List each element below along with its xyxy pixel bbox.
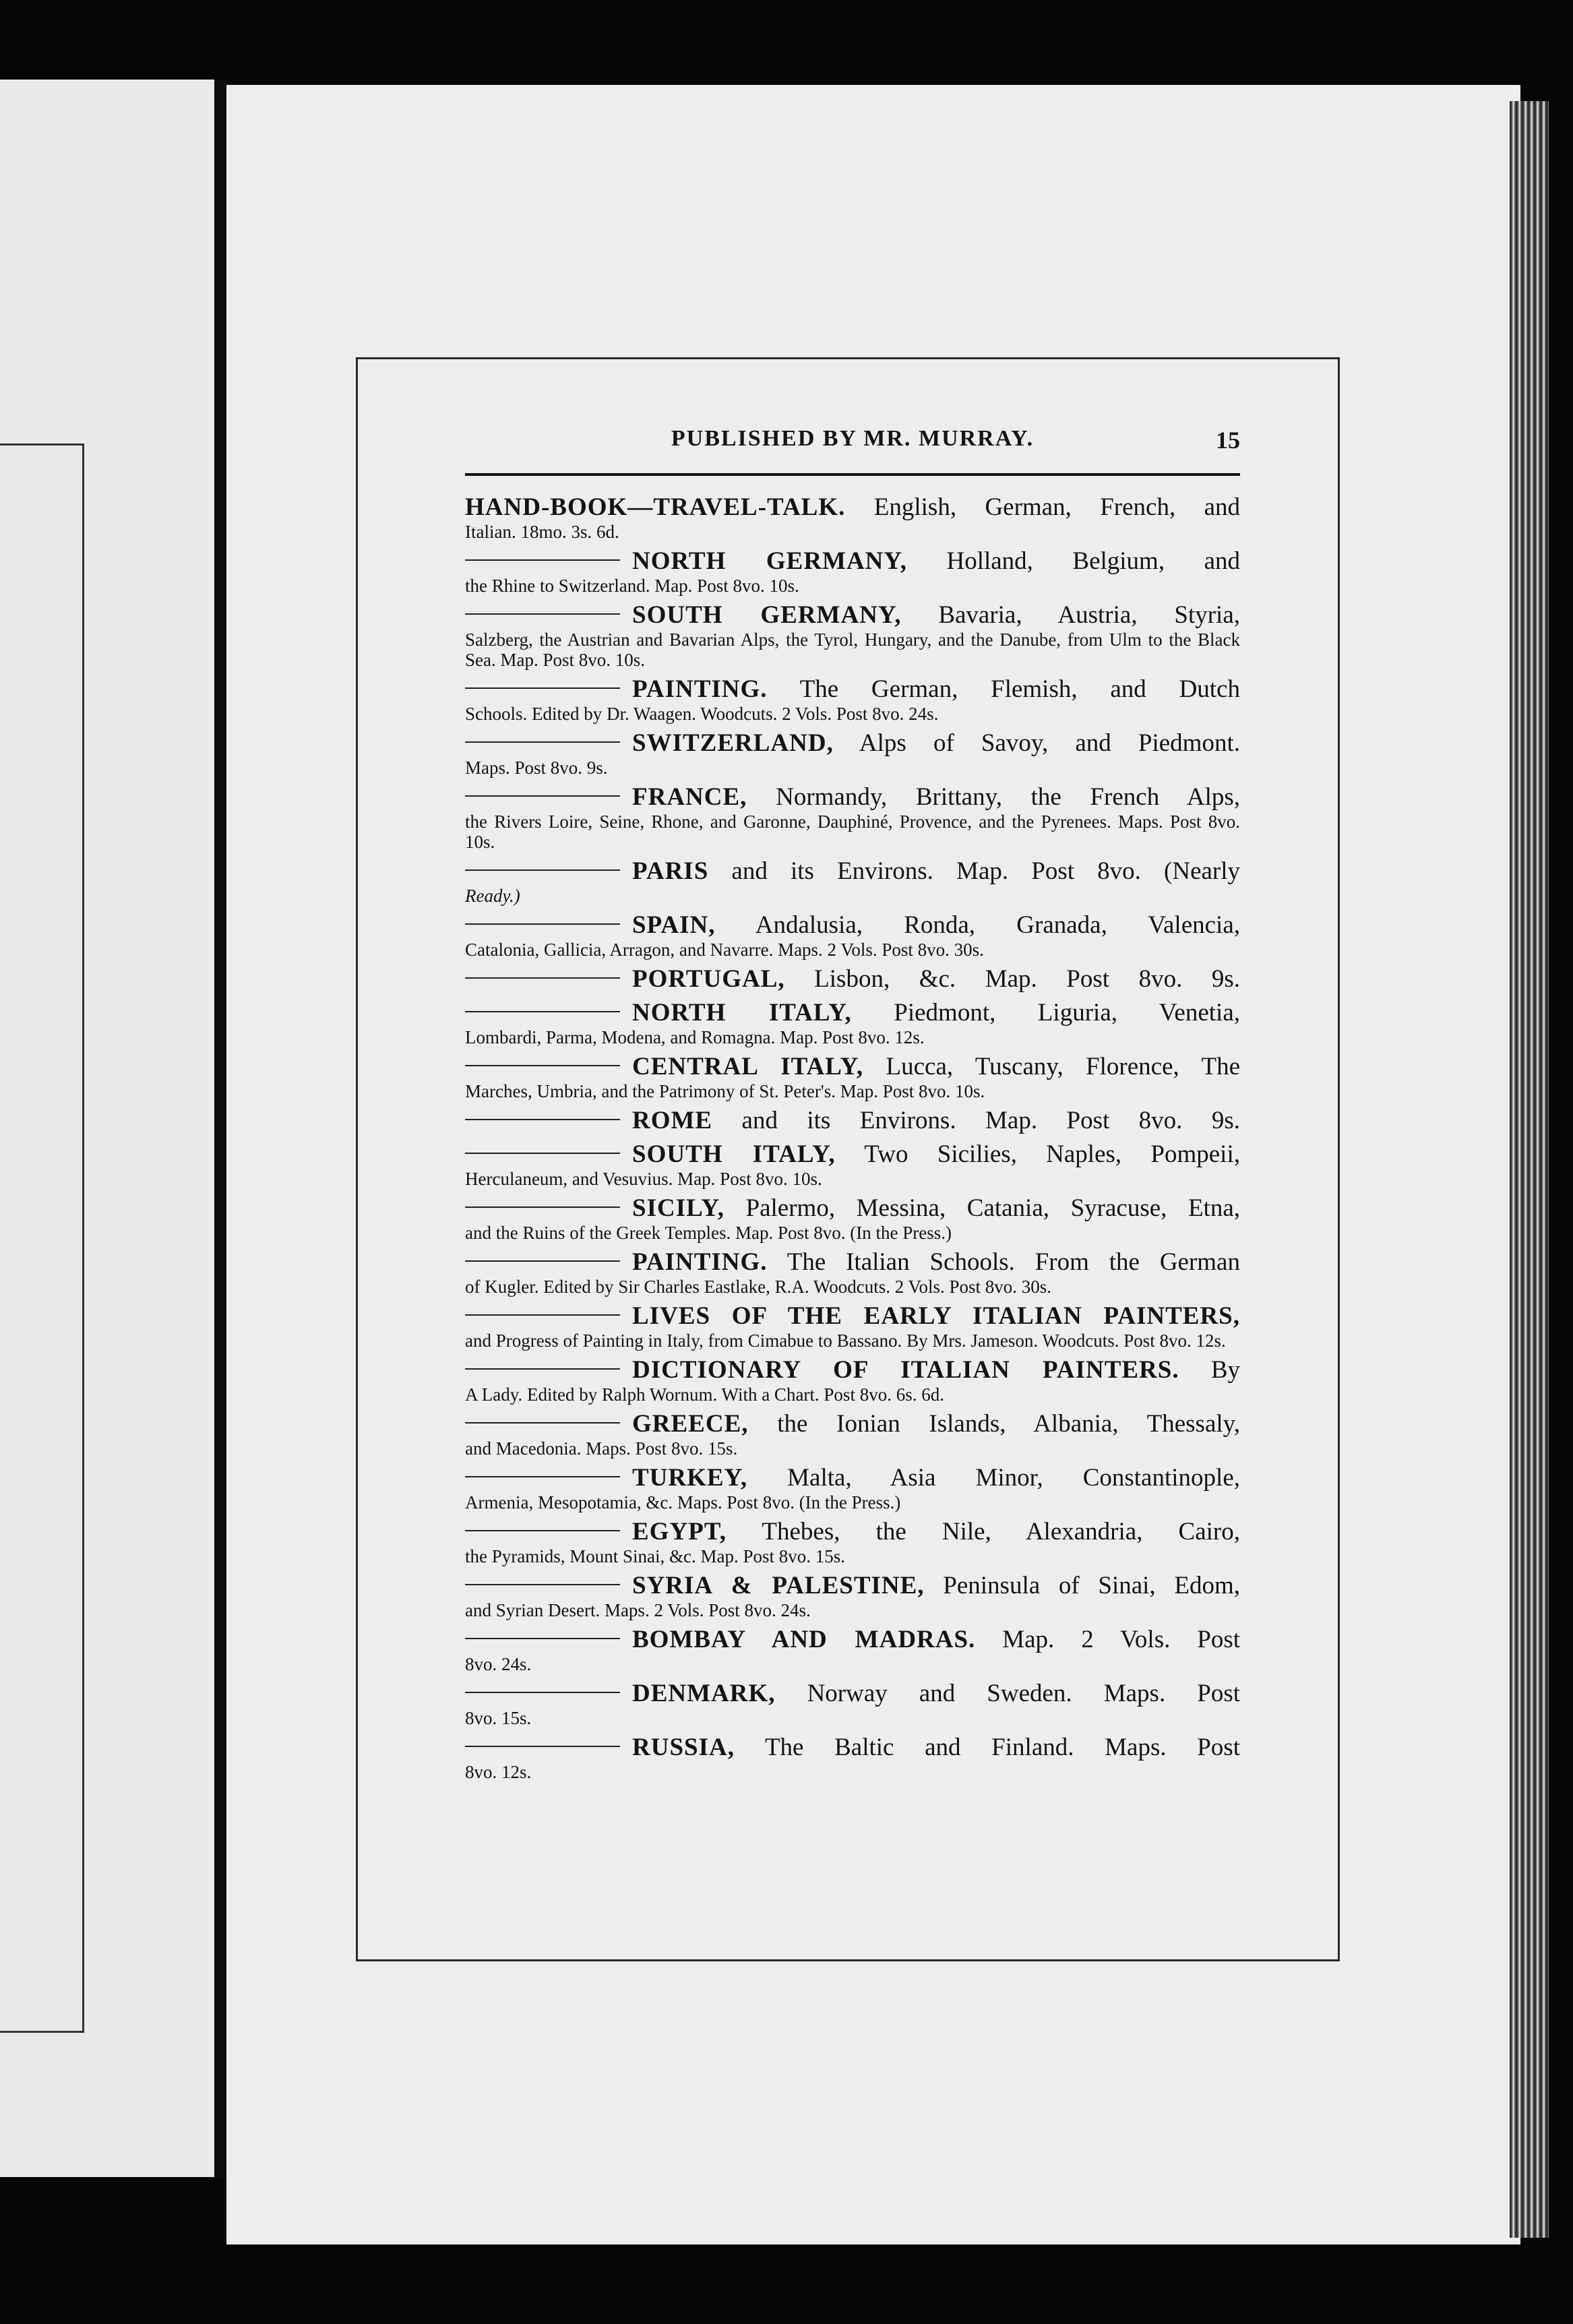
ditto-rule xyxy=(465,1119,620,1120)
entry-heading: PAINTING. xyxy=(632,675,768,703)
ditto-rule xyxy=(465,1260,620,1262)
entry-details: and Syrian Desert. Maps. 2 Vols. Post 8vo. 24s. xyxy=(465,1600,811,1620)
catalogue-entry xyxy=(465,1107,1240,1135)
catalogue-entry xyxy=(465,1194,1240,1243)
book-gutter xyxy=(214,80,226,2177)
ditto-rule xyxy=(465,1692,620,1693)
catalogue-entry xyxy=(465,1302,1240,1351)
catalogue-entry xyxy=(465,965,1240,993)
entry-heading: SICILY, xyxy=(632,1194,724,1222)
entry-heading: BOMBAY AND MADRAS. xyxy=(632,1626,976,1653)
entry-heading: NORTH GERMANY, xyxy=(632,547,907,575)
catalogue-entry xyxy=(465,1464,1240,1512)
entry-details: and the Ruins of the Greek Temples. Map. Post 8vo. (In the Press.) xyxy=(465,1223,952,1243)
entry-heading: NORTH ITALY, xyxy=(632,999,852,1027)
catalogue-entry xyxy=(465,1053,1240,1101)
entry-details: 8vo. 15s. xyxy=(465,1708,532,1728)
entry-details: of Kugler. Edited by Sir Charles Eastlake, R.A. Woodcuts. 2 Vols. Post 8vo. 30s. xyxy=(465,1277,1052,1297)
entry-line: Alps of Savoy, and Piedmont. xyxy=(859,729,1240,757)
entry-heading: PARIS xyxy=(632,857,709,885)
catalogue-entry xyxy=(465,729,1240,778)
entry-line: The Italian Schools. From the German xyxy=(786,1248,1240,1276)
entry-heading: LIVES OF THE EARLY ITALIAN PAINTERS, xyxy=(632,1302,1240,1330)
entry-line: English, German, French, and xyxy=(873,493,1240,521)
ditto-rule xyxy=(465,1584,620,1585)
entry-details: Italian. 18mo. 3s. 6d. xyxy=(465,522,619,542)
entry-line: Two Sicilies, Naples, Pompeii, xyxy=(864,1140,1240,1168)
entry-heading: RUSSIA, xyxy=(632,1734,735,1761)
entry-details: Ready.) xyxy=(465,886,520,906)
entry-details: Catalonia, Gallicia, Arragon, and Navarre. Maps. 2 Vols. Post 8vo. 30s. xyxy=(465,940,984,960)
catalogue-entry xyxy=(465,1680,1240,1728)
ditto-rule xyxy=(465,741,620,743)
catalogue-entry xyxy=(465,1140,1240,1189)
entry-line: Holland, Belgium, and xyxy=(946,547,1240,575)
entry-line: Malta, Asia Minor, Constantinople, xyxy=(787,1464,1240,1492)
ditto-rule xyxy=(465,869,620,871)
ditto-rule xyxy=(465,977,620,979)
catalogue-entry xyxy=(465,547,1240,596)
entry-details: Marches, Umbria, and the Patrimony of St. Peter's. Map. Post 8vo. 10s. xyxy=(465,1081,985,1101)
catalogue-entry xyxy=(465,999,1240,1047)
ditto-rule xyxy=(465,1206,620,1208)
ditto-rule xyxy=(465,1746,620,1747)
entry-heading: ROME xyxy=(632,1107,713,1134)
ditto-rule xyxy=(465,1011,620,1012)
catalogue-entry xyxy=(465,1410,1240,1459)
catalogue-entry xyxy=(465,857,1240,906)
entry-line: and its Environs. Map. Post 8vo. (Nearly xyxy=(731,857,1241,885)
entry-heading: PAINTING. xyxy=(632,1248,768,1276)
page-edges xyxy=(1510,101,1549,2238)
entry-line: Bavaria, Austria, Styria, xyxy=(938,601,1241,629)
entry-heading: DENMARK, xyxy=(632,1680,776,1707)
entry-heading: GREECE, xyxy=(632,1410,749,1438)
catalogue-entry xyxy=(465,1572,1240,1620)
entry-line: Thebes, the Nile, Alexandria, Cairo, xyxy=(762,1518,1240,1546)
ditto-rule xyxy=(465,1530,620,1531)
entry-details: A Lady. Edited by Ralph Wornum. With a Chart. Post 8vo. 6s. 6d. xyxy=(465,1384,944,1405)
entry-line: Peninsula of Sinai, Edom, xyxy=(943,1572,1241,1599)
entry-details: Armenia, Mesopotamia, &c. Maps. Post 8vo. (In the Press.) xyxy=(465,1492,901,1512)
catalogue-entry xyxy=(465,675,1240,724)
catalogue-entry xyxy=(465,1734,1240,1782)
entry-line: Lucca, Tuscany, Florence, The xyxy=(886,1053,1240,1080)
catalogue-entry xyxy=(465,601,1240,670)
facing-page xyxy=(0,80,214,2177)
entry-heading: TURKEY, xyxy=(632,1464,748,1492)
catalogue-entry xyxy=(465,1248,1240,1297)
entry-heading: SOUTH GERMANY, xyxy=(632,601,902,629)
ditto-rule xyxy=(465,687,620,689)
ditto-rule xyxy=(465,1065,620,1066)
ditto-rule xyxy=(465,795,620,797)
entry-line: The German, Flemish, and Dutch xyxy=(799,675,1240,703)
catalogue-entry xyxy=(465,1356,1240,1405)
catalogue-entry xyxy=(465,1518,1240,1566)
catalogue-entry xyxy=(465,493,1240,542)
entry-line: Map. 2 Vols. Post xyxy=(1002,1626,1241,1653)
entry-details: and Macedonia. Maps. Post 8vo. 15s. xyxy=(465,1438,738,1459)
entry-line: Palermo, Messina, Catania, Syracuse, Etna, xyxy=(745,1194,1241,1222)
entry-heading: SPAIN, xyxy=(632,911,716,939)
entry-line: Piedmont, Liguria, Venetia, xyxy=(894,999,1240,1027)
entry-details: 8vo. 12s. xyxy=(465,1762,532,1782)
page-number: 15 xyxy=(1216,427,1240,454)
entry-details: 8vo. 24s. xyxy=(465,1654,532,1674)
entry-details: Schools. Edited by Dr. Waagen. Woodcuts. 2 Vols. Post 8vo. 24s. xyxy=(465,704,939,724)
entry-heading: SWITZERLAND, xyxy=(632,729,834,757)
catalogue-entries xyxy=(465,493,1240,1782)
entry-line: the Ionian Islands, Albania, Thessaly, xyxy=(777,1410,1240,1438)
entry-line: Andalusia, Ronda, Granada, Valencia, xyxy=(755,911,1240,939)
entry-details: Maps. Post 8vo. 9s. xyxy=(465,758,608,778)
entry-heading: SYRIA & PALESTINE, xyxy=(632,1572,925,1599)
entry-line: Normandy, Brittany, the French Alps, xyxy=(776,783,1240,811)
entry-details: Herculaneum, and Vesuvius. Map. Post 8vo. 10s. xyxy=(465,1169,822,1189)
entry-details: the Rivers Loire, Seine, Rhone, and Garonne, Dauphiné, Provence, and the Pyrenees. Maps. Post 8vo. 10s. xyxy=(465,812,1240,852)
entry-details: the Pyramids, Mount Sinai, &c. Map. Post 8vo. 15s. xyxy=(465,1546,846,1566)
ditto-rule xyxy=(465,1638,620,1639)
running-head-title: PUBLISHED BY MR. MURRAY. xyxy=(671,426,1035,451)
entry-heading: HAND-BOOK—TRAVEL-TALK. xyxy=(465,493,846,521)
entry-heading: SOUTH ITALY, xyxy=(632,1140,836,1168)
entry-details: Lombardi, Parma, Modena, and Romagna. Map. Post 8vo. 12s. xyxy=(465,1027,925,1047)
entry-line: Lisbon, &c. Map. Post 8vo. 9s. xyxy=(814,965,1240,993)
catalogue-entry xyxy=(465,1626,1240,1674)
ditto-rule xyxy=(465,923,620,925)
ditto-rule xyxy=(465,1422,620,1424)
ditto-rule xyxy=(465,1314,620,1316)
entry-heading: FRANCE, xyxy=(632,783,747,811)
entry-line: and its Environs. Map. Post 8vo. 9s. xyxy=(741,1107,1240,1134)
ditto-rule xyxy=(465,559,620,561)
entry-details: Salzberg, the Austrian and Bavarian Alps, the Tyrol, Hungary, and the Danube, from Ulm to the Black Sea. Map. Post 8vo. 10s. xyxy=(465,630,1240,670)
entry-heading: DICTIONARY OF ITALIAN PAINTERS. xyxy=(632,1356,1179,1384)
entry-line: By xyxy=(1210,1356,1240,1384)
running-head xyxy=(465,418,1240,476)
ditto-rule xyxy=(465,1153,620,1154)
facing-page-frame xyxy=(0,444,84,2033)
catalogue-entry xyxy=(465,911,1240,960)
entry-details: and Progress of Painting in Italy, from Cimabue to Bassano. By Mrs. Jameson. Woodcuts. Post 8vo. 12s. xyxy=(465,1331,1226,1351)
ditto-rule xyxy=(465,1368,620,1370)
ditto-rule xyxy=(465,613,620,615)
entry-heading: EGYPT, xyxy=(632,1518,727,1546)
page-content xyxy=(465,418,1240,1948)
entry-heading: CENTRAL ITALY, xyxy=(632,1053,864,1080)
entry-heading: PORTUGAL, xyxy=(632,965,785,993)
catalogue-entry xyxy=(465,783,1240,852)
entry-line: The Baltic and Finland. Maps. Post xyxy=(764,1734,1240,1761)
entry-details: the Rhine to Switzerland. Map. Post 8vo. 10s. xyxy=(465,576,799,596)
entry-line: Norway and Sweden. Maps. Post xyxy=(807,1680,1241,1707)
ditto-rule xyxy=(465,1476,620,1477)
